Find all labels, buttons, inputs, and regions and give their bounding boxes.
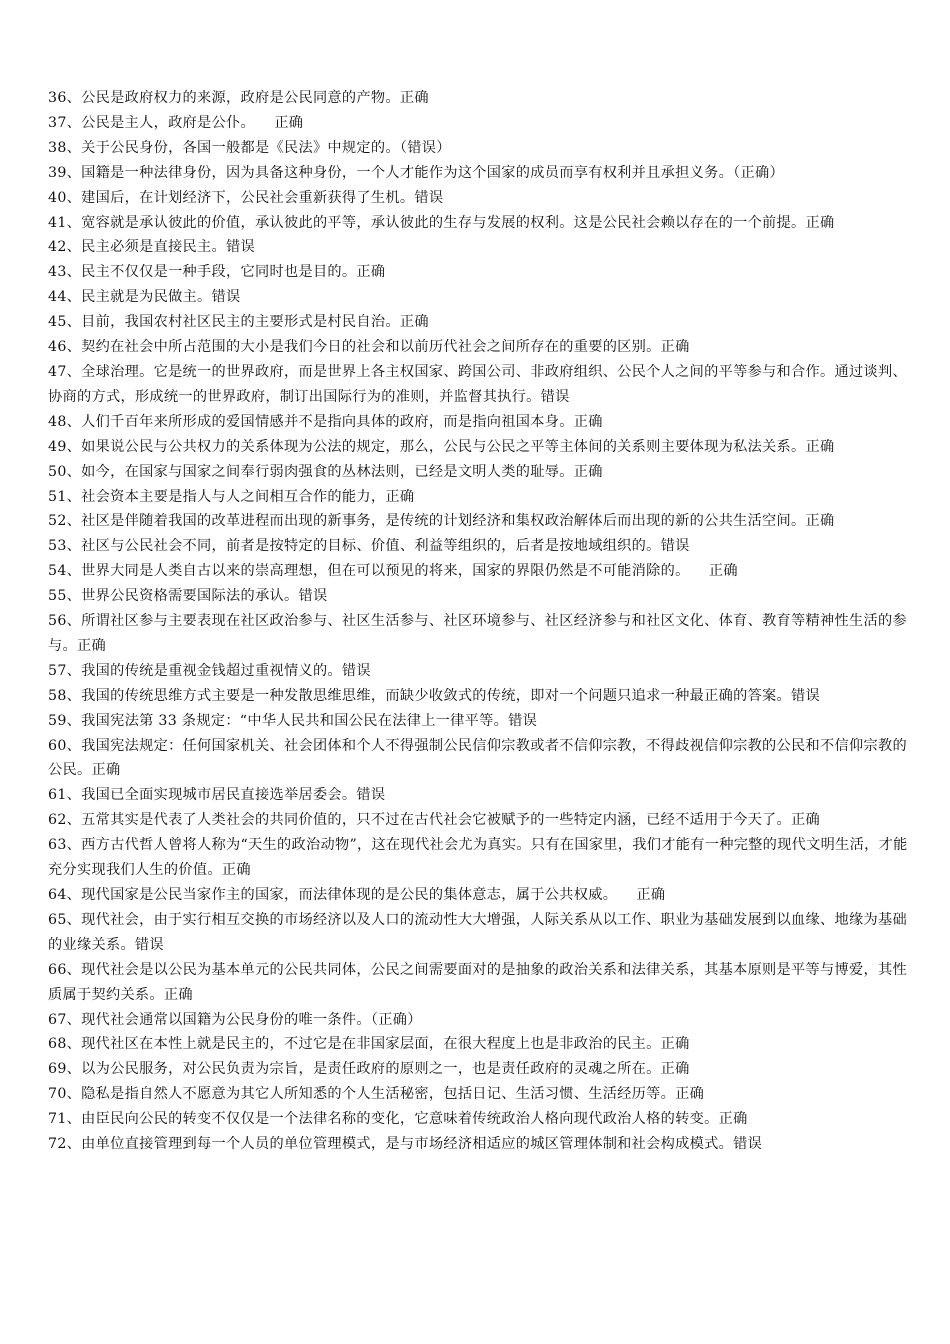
list-item: 59、我国宪法第 33 条规定：“中华人民共和国公民在法律上一律平等。错误 [48, 712, 538, 729]
list-item: 49、如果说公民与公共权力的关系体现为公法的规定，那么，公民与公民之平等主体间的关系则主要体现为私法关系。正确 [48, 438, 835, 455]
list-item: 50、如今，在国家与国家之间奉行弱肉强食的丛林法则，已经是文明人类的耻辱。正确 [48, 463, 603, 480]
list-item: 68、现代社区在本性上就是民主的，不过它是在非国家层面，在很大程度上也是非政治的民主。正确 [48, 1036, 690, 1053]
list-item: 64、现代国家是公民当家作主的国家，而法律体现的是公民的集体意志，属于公共权威。 正确 [48, 887, 666, 903]
list-item: 52、社区是伴随着我国的改革进程而出现的新事务，是传统的计划经济和集权政治解体后而出现的新的公共生活空间。正确 [48, 513, 835, 530]
list-item: 57、我国的传统是重视金钱超过重视情义的。错误 [48, 662, 371, 679]
list-item: 72、由单位直接管理到每一个人员的单位管理模式，是与市场经济相适应的城区管理体制和社会构成模式。错误 [48, 1136, 763, 1153]
list-item: 48、人们千百年来所形成的爱国情感并不是指向具体的政府，而是指向祖国本身。正确 [48, 413, 603, 430]
list-item: 71、由臣民向公民的转变不仅仅是一个法律名称的变化，它意味着传统政治人格向现代政治人格的转变。正确 [48, 1111, 748, 1128]
list-item: 66、现代社会是以公民为基本单元的公民共同体，公民之间需要面对的是抽象的政治关系和法律关系，其基本原则是平等与博爱，其性质属于契约关系。正确 [48, 961, 907, 1003]
list-item: 58、我国的传统思维方式主要是一种发散思维思维，而缺少收敛式的传统，即对一个问题只追求一种最正确的答案。错误 [48, 687, 821, 704]
list-item: 45、目前，我国农村社区民主的主要形式是村民自治。正确 [48, 314, 429, 331]
list-item: 42、民主必须是直接民主。错误 [48, 239, 255, 256]
list-item: 62、五常其实是代表了人类社会的共同价值的，只不过在古代社会它被赋予的一些特定内涵，已经不适用于今天了。正确 [48, 812, 821, 829]
list-item: 47、全球治理。它是统一的世界政府，而是世界上各主权国家、跨国公司、非政府组织、公民个人之间的平等参与和合作。通过谈判、协商的方式，形成统一的世界政府，制订出国际行为的准则，并监督其执行。错误 [48, 363, 907, 405]
list-item: 51、社会资本主要是指人与人之间相互合作的能力，正确 [48, 488, 415, 505]
list-item: 70、隐私是指自然人不愿意为其它人所知悉的个人生活秘密，包括日记、生活习惯、生活经历等。正确 [48, 1086, 705, 1103]
list-item: 55、世界公民资格需要国际法的承认。错误 [48, 588, 328, 605]
list-item: 53、社区与公民社会不同，前者是按特定的目标、价值、利益等组织的，后者是按地域组织的。错误 [48, 538, 690, 555]
list-item: 40、建国后，在计划经济下，公民社会重新获得了生机。错误 [48, 189, 444, 206]
document-page [48, 86, 910, 1157]
list-item: 44、民主就是为民做主。错误 [48, 289, 241, 306]
list-item: 54、世界大同是人类自古以来的崇高理想，但在可以预见的将来，国家的界限仍然是不可能消除的。 正确 [48, 563, 738, 580]
list-item: 46、契约在社会中所占范围的大小是我们今日的社会和以前历代社会之间所存在的重要的区别。正确 [48, 339, 690, 356]
list-item: 67、现代社会通常以国籍为公民身份的唯一条件。（正确） [48, 1011, 422, 1028]
list-item: 37、公民是主人，政府是公仆。 正确 [48, 114, 304, 131]
list-item: 39、国籍是一种法律身份，因为具备这种身份，一个人才能作为这个国家的成员而享有权利并且承担义务。（正确） [48, 164, 784, 181]
list-item: 61、我国已全面实现城市居民直接选举居委会。错误 [48, 787, 386, 804]
list-item: 65、现代社会，由于实行相互交换的市场经济以及人口的流动性大大增强，人际关系从以工作、职业为基础发展到以血缘、地缘为基础的业缘关系。错误 [48, 911, 907, 953]
list-item: 63、西方古代哲人曾将人称为“天生的政治动物”，这在现代社会尤为真实。只有在国家里，我们才能有一种完整的现代文明生活，才能充分实现我们人生的价值。正确 [48, 837, 908, 879]
list-item: 36、公民是政府权力的来源，政府是公民同意的产物。正确 [48, 90, 429, 106]
list-item: 56、所谓社区参与主要表现在社区政治参与、社区生活参与、社区环境参与、社区经济参与和社区文化、体育、教育等精神性生活的参与。正确 [48, 613, 907, 654]
list-item: 60、我国宪法规定：任何国家机关、社会团体和个人不得强制公民信仰宗教或者不信仰宗教，不得歧视信仰宗教的公民和不信仰宗教的公民。正确 [48, 737, 907, 779]
list-item: 38、关于公民身份，各国一般都是《民法》中规定的。（错误） [48, 139, 451, 156]
list-item: 41、宽容就是承认彼此的价值，承认彼此的平等，承认彼此的生存与发展的权利。这是公民社会赖以存在的一个前提。正确 [48, 214, 835, 231]
list-item: 69、以为公民服务，对公民负责为宗旨，是责任政府的原则之一，也是责任政府的灵魂之所在。正确 [48, 1061, 690, 1078]
list-item: 43、民主不仅仅是一种手段，它同时也是目的。正确 [48, 264, 386, 281]
